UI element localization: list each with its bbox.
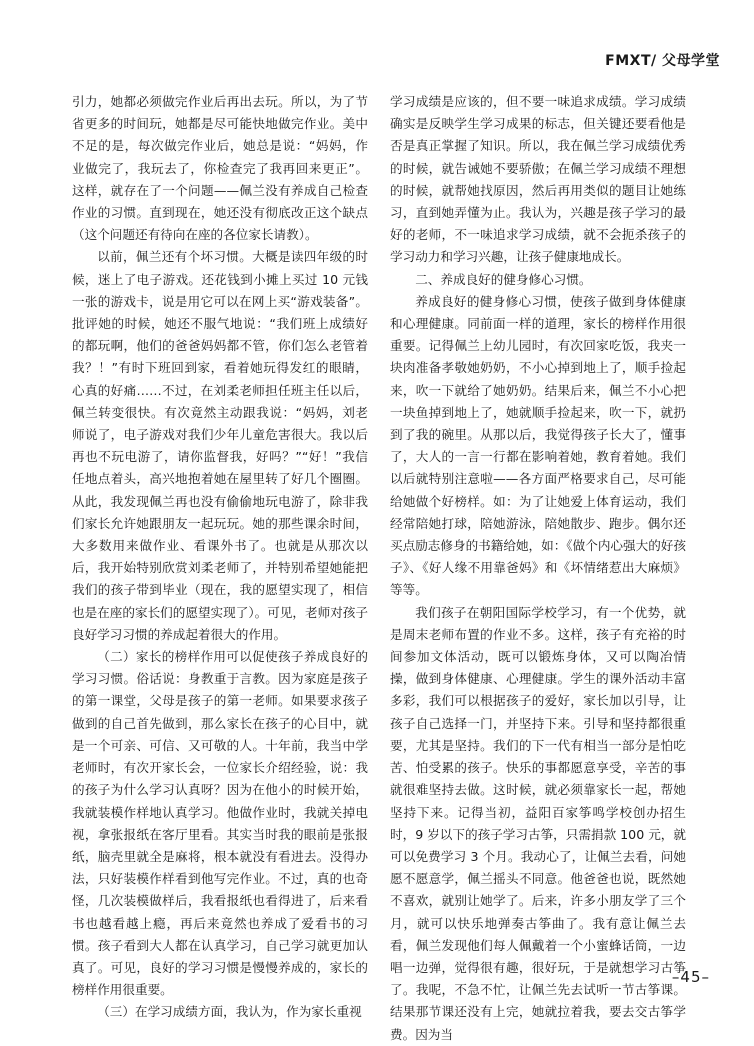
paragraph: 养成良好的健身修心习惯，使孩子做到身体健康和心理健康。同前面一样的道理，家长的榜样作用很重要。记得佩兰上幼儿园时，有次回家吃饭，我夹一块肉准备孝敬她奶奶，不小心掉到地上了，顺手捡起来，吹一下就给了她奶奶。结果后来，佩兰不小心把一块鱼掉到地上了，她就顺手捡起来，吹一下，就扔到了我的碗里。从那以后，我觉得孩子长大了，懂事了，大人的一言一行都在影响着她，教育着她。我们以后就特别注意啦——各方面严格要求自己，尽可能给她做个好榜样。如：为了让她爱上体育运动，我们经常陪她打球，陪她游泳，陪她散步、跑步。偶尔还买点励志修身的书籍给她，如：《做个内心强大的好孩子》、《好人缘不用靠爸妈》和《坏情绪惹出大麻烦》等等。: [390, 293, 686, 598]
paragraph: 我们孩子在朝阳国际学校学习，有一个优势，就是周末老师布置的作业不多。这样，孩子有充裕的时间参加文体活动，既可以锻炼身体，又可以陶冶情操，做到身体健康、心理健康。学生的课外活动丰富多彩，我们可以根据孩子的爱好，家长加以引导，让孩子自己选择一门，并坚持下来。引导和坚持都很重要，尤其是坚持。我们的下一代有相当一部分是怕吃苦、怕受累的孩子。快乐的事都愿意享受，辛苦的事就很难坚持去做。这时候，就必须靠家长一起，帮她坚持下来。记得当初，益阳百家筝鸣学校创办招生时，9 岁以下的孩子学习古筝，只需捐款 100 元，就可以免费学习 3 个月。我动心了，让佩兰去看，问她愿不愿意学，佩兰摇头不同意。他爸爸也说，既然她不喜欢，就别让她学了。后来，许多小朋友学了三个月，就可以快乐地弹奏古筝曲了。我有意让佩兰去看，佩兰发现他们每人佩戴着一个小蜜蜂话筒，一边唱一边弹，觉得很有趣，很好玩，于是就想学习古筝了。我呢，不急不忙，让佩兰先去试听一节古筝课。结果那节课还没有上完，她就拉着我，要去交古筝学费。因为当: [390, 604, 686, 1042]
paragraph: 以前，佩兰还有个坏习惯。大概是读四年级的时候，迷上了电子游戏。还花钱到小摊上买过 10 元钱一张的游戏卡，说是用它可以在网上买“游戏装备”。批评她的时候，她还不服气地说：“我们班上成绩好的都玩啊，他们的爸爸妈妈都不管，你们怎么老管着我？！”有时下班回到家，看着她玩得发红的眼睛，心真的好痛……不过，在刘柔老师担任班主任以后，佩兰转变很快。有次竟然主动跟我说：“妈妈，刘老师说了，电子游戏对我们少年儿童危害很大。我以后再也不玩电游了，请你监督我，好吗？”“好！”我信任地点着头，高兴地抱着她在屋里转了好几个圈圈。从此，我发现佩兰再也没有偷偷地玩电游了，除非我们家长允许她跟朋友一起玩玩。她的那些课余时间，大多数用来做作业、看课外书了。也就是从那次以后，我开始特别欣赏刘柔老师了，并特别希望她能把我们的孩子带到毕业（现在，我的愿望实现了，相信也是在座的家长们的愿望实现了）。可见，老师对孩子良好学习习惯的养成起着很大的作用。: [72, 249, 368, 642]
paragraph: 引力，她都必须做完作业后再出去玩。所以，为了节省更多的时间玩，她都是尽可能快地做完作业。美中不足的是，每次做完作业后，她总是说：“妈妈，作业做完了，我玩去了，你检查完了我再回来更正”。这样，就存在了一个问题——佩兰没有养成自己检查作业的习惯。直到现在，她还没有彻底改正这个缺点（这个问题还有待向在座的各位家长请教）。: [72, 94, 368, 243]
section-heading: 二、养成良好的健身修心习惯。: [415, 271, 592, 287]
article-column-left: [72, 91, 368, 1020]
paragraph: 学习成绩是应该的，但不要一味追求成绩。学习成绩确实是反映学生学习成果的标志，但关键还要看他是否是真正掌握了知识。所以，我在佩兰学习成绩优秀的时候，就告诫她不要骄傲；在佩兰学习成绩不理想的时候，就帮她找原因，然后再用类似的题目让她练习，直到她弄懂为止。我认为，兴趣是孩子学习的最好的老师，不一味追求学习成绩，就不会扼杀孩子的学习动力和学习兴趣，让孩子健康地成长。: [390, 94, 686, 265]
magazine-header: FMXT/ 父母学堂: [605, 53, 720, 69]
paragraph: （二）家长的榜样作用可以促使孩子养成良好的学习习惯。俗话说：身教重于言教。因为家庭是孩子的第一课堂，父母是孩子的第一老师。如果要求孩子做到的自己首先做到，那么家长在孩子的心目中，就是一个可亲、可信、又可敬的人。十年前，我当中学老师时，有次开家长会，一位家长介绍经验，说：我的孩子为什么学习认真呀？因为在他小的时候开始，我就装模作样地认真学习。他做作业时，我就关掉电视，拿张报纸在客厅里看。其实当时我的眼前是张报纸，脑壳里就全是麻将，根本就没有看进去。没得办法，只好装模作样看到他写完作业。不过，真的也奇怪，几次装模做样后，我看报纸也看得进了，后来看书也越看越上瘾，再后来竟然也养成了爱看书的习惯。孩子看到大人都在认真学习，自己学习就更加认真了。可见，良好的学习习惯是慢慢养成的，家长的榜样作用很重要。: [72, 649, 368, 998]
page-number: –45–: [671, 968, 710, 986]
article-column-right: [390, 91, 686, 1042]
paragraph: （三）在学习成绩方面，我认为，作为家长重视: [97, 1004, 362, 1020]
